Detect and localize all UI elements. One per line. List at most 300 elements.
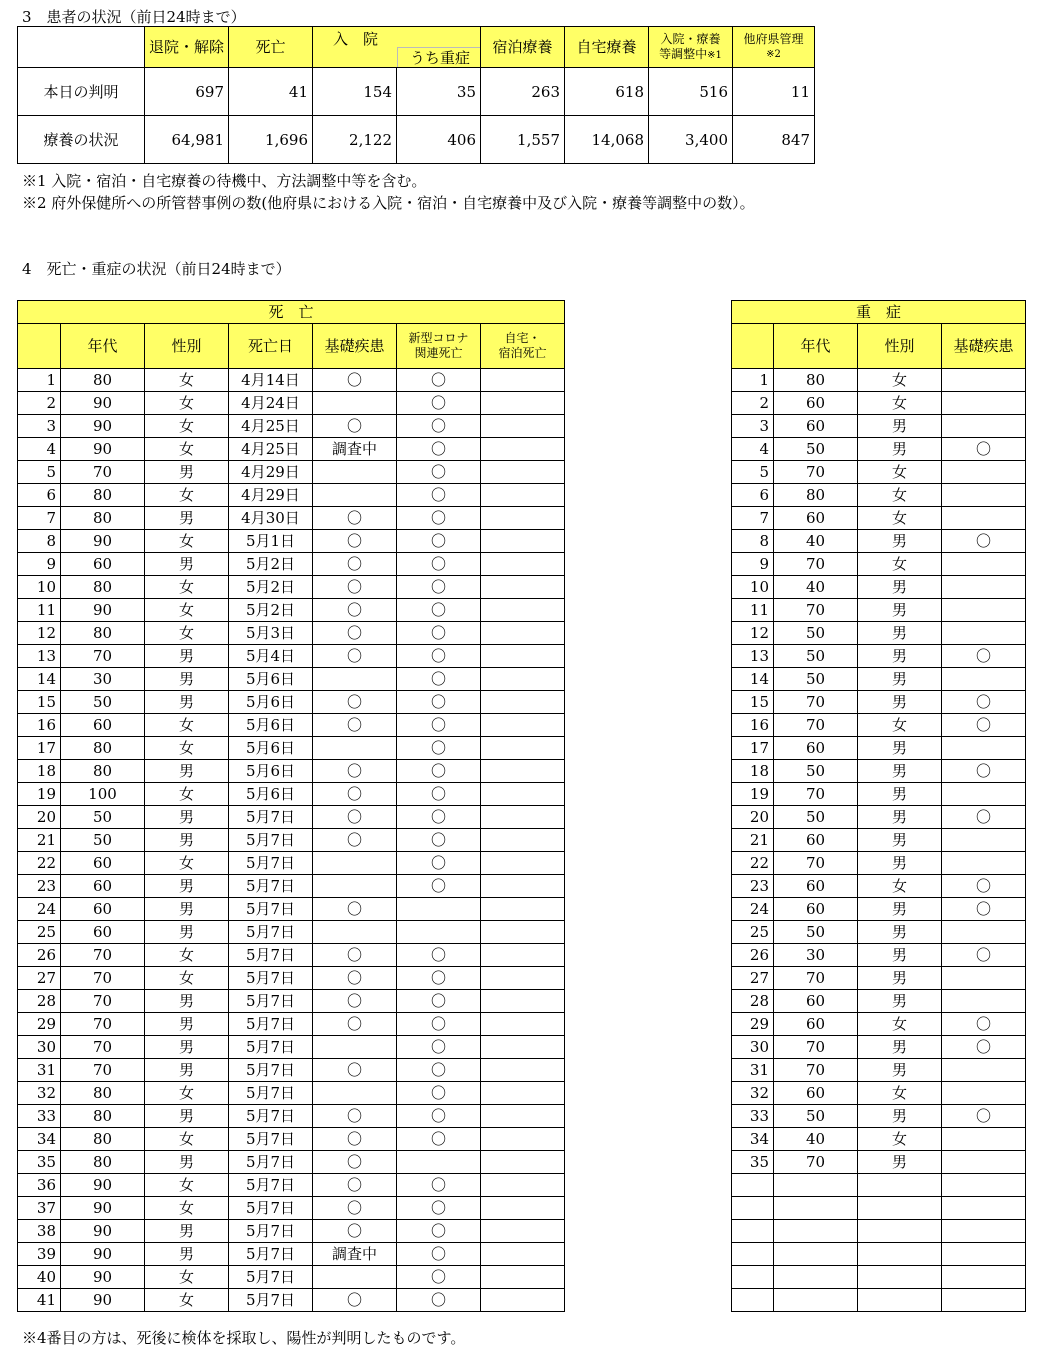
home-death-cell [481,530,565,553]
underlying-cell: 〇 [313,783,397,806]
row-number: 3 [732,415,774,438]
corona-death-cell: 〇 [397,599,481,622]
table-row [732,898,1026,921]
age-cell: 80 [61,1128,145,1151]
sex-cell: 女 [858,484,942,507]
underlying-cell: 〇 [942,944,1026,967]
corona-death-cell [397,921,481,944]
table-row [732,737,1026,760]
age-cell: 70 [774,852,858,875]
header-adjusting-line1: 入院・療養 [660,31,721,46]
header-adjusting-line2: 等調整中 [659,46,708,61]
underlying-cell: 〇 [313,415,397,438]
row-number: 26 [18,944,61,967]
age-cell: 90 [61,1197,145,1220]
home-death-cell [481,760,565,783]
age-cell: 80 [61,484,145,507]
age-cell [774,1289,858,1312]
age-cell: 60 [774,507,858,530]
sex-cell: 男 [858,1105,942,1128]
underlying-cell [942,921,1026,944]
date-cell: 5月2日 [229,553,313,576]
age-cell: 90 [61,1243,145,1266]
date-cell: 5月7日 [229,1082,313,1105]
underlying-cell: 〇 [313,1128,397,1151]
corona-death-cell: 〇 [397,1197,481,1220]
sex-cell [858,1289,942,1312]
row-number: 19 [732,783,774,806]
underlying-cell: 〇 [313,760,397,783]
age-cell: 60 [774,415,858,438]
age-cell: 50 [774,668,858,691]
sex-cell: 男 [145,921,229,944]
table-row [18,1174,565,1197]
sex-cell: 男 [858,737,942,760]
death-header-underlying: 基礎疾患 [313,324,397,369]
row-number: 8 [732,530,774,553]
table-row [18,484,565,507]
underlying-cell: 〇 [942,1036,1026,1059]
sex-cell: 女 [145,1082,229,1105]
table-row [18,1013,565,1036]
sex-cell: 女 [145,415,229,438]
underlying-cell [942,1197,1026,1220]
home-death-cell [481,438,565,461]
underlying-cell: 〇 [942,1013,1026,1036]
row-number: 10 [732,576,774,599]
underlying-cell: 〇 [313,1289,397,1312]
age-cell: 90 [61,599,145,622]
home-death-cell [481,1013,565,1036]
underlying-cell: 〇 [942,714,1026,737]
corona-death-cell: 〇 [397,1036,481,1059]
table-row [18,760,565,783]
date-cell: 4月25日 [229,438,313,461]
row-number: 17 [732,737,774,760]
corona-death-cell: 〇 [397,691,481,714]
sex-cell: 男 [145,806,229,829]
corona-death-cell: 〇 [397,576,481,599]
row-number: 38 [18,1220,61,1243]
row-number: 17 [18,737,61,760]
row-number: 32 [732,1082,774,1105]
sex-cell: 男 [145,1243,229,1266]
sex-cell: 女 [858,553,942,576]
row-number: 21 [732,829,774,852]
row-number: 18 [18,760,61,783]
table-row [18,599,565,622]
row-number: 36 [18,1174,61,1197]
age-cell: 60 [774,875,858,898]
corona-death-cell: 〇 [397,967,481,990]
cell-value: 14,068 [565,116,649,164]
row-number: 24 [732,898,774,921]
underlying-cell: 〇 [313,1220,397,1243]
underlying-cell [942,576,1026,599]
cell-value: 697 [145,68,229,116]
underlying-cell [313,668,397,691]
age-cell: 70 [61,1013,145,1036]
table-row [18,990,565,1013]
underlying-cell: 〇 [313,1151,397,1174]
underlying-cell [942,553,1026,576]
sex-cell [858,1243,942,1266]
sex-cell: 女 [145,599,229,622]
home-death-cell [481,852,565,875]
sex-cell: 女 [858,369,942,392]
table-row [18,530,565,553]
sex-cell: 女 [145,1289,229,1312]
table-row [732,852,1026,875]
corona-death-cell: 〇 [397,852,481,875]
table-row [18,1036,565,1059]
death-caption: 死 亡 [18,301,565,324]
underlying-cell [942,1289,1026,1312]
date-cell: 5月7日 [229,1151,313,1174]
underlying-cell: 〇 [313,691,397,714]
table-row [18,438,565,461]
sex-cell: 女 [858,461,942,484]
sex-cell: 男 [145,1059,229,1082]
row-number: 6 [732,484,774,507]
header-other-line1: 他府県管理 [743,32,804,46]
date-cell: 5月7日 [229,1105,313,1128]
table-row [18,921,565,944]
home-death-cell [481,369,565,392]
corona-death-cell: 〇 [397,829,481,852]
row-number: 15 [732,691,774,714]
corona-death-cell: 〇 [397,553,481,576]
age-cell: 60 [61,553,145,576]
underlying-cell: 〇 [942,438,1026,461]
note-1: ※1 入院・宿泊・自宅療養の待機中、方法調整中等を含む。 [22,172,427,190]
header-hospital-label: 入 院 [333,30,379,48]
age-cell: 50 [61,691,145,714]
age-cell: 50 [61,829,145,852]
row-number: 35 [18,1151,61,1174]
underlying-cell: 〇 [942,760,1026,783]
severe-table [731,300,1026,1312]
underlying-cell: 〇 [313,645,397,668]
date-cell: 5月6日 [229,737,313,760]
row-number: 27 [732,967,774,990]
header-hospital [313,27,481,68]
age-cell: 80 [774,369,858,392]
row-number: 2 [18,392,61,415]
home-death-cell [481,1197,565,1220]
age-cell: 70 [61,967,145,990]
home-death-cell [481,622,565,645]
corona-death-cell: 〇 [397,1059,481,1082]
table-row [732,760,1026,783]
header-death: 死亡 [229,27,313,68]
corona-death-cell: 〇 [397,1289,481,1312]
table-row [732,553,1026,576]
underlying-cell [942,507,1026,530]
severe-header-no [732,324,774,369]
age-cell: 50 [774,1105,858,1128]
underlying-cell [942,1128,1026,1151]
cell-value: 154 [313,68,397,116]
table-row [732,461,1026,484]
underlying-cell: 〇 [313,898,397,921]
corona-death-cell: 〇 [397,1128,481,1151]
corona-death-cell: 〇 [397,392,481,415]
cell-value: 41 [229,68,313,116]
underlying-cell [942,461,1026,484]
death-header-corona [397,324,481,369]
age-cell: 30 [61,668,145,691]
row-number: 34 [18,1128,61,1151]
underlying-cell: 〇 [313,829,397,852]
sex-cell [858,1220,942,1243]
table-row [18,1128,565,1151]
corona-death-cell: 〇 [397,507,481,530]
row-number: 14 [18,668,61,691]
death-header-corona-1: 新型コロナ [408,331,469,345]
row-number: 9 [18,553,61,576]
cell-value: 2,122 [313,116,397,164]
row-number: 20 [18,806,61,829]
age-cell: 90 [61,438,145,461]
home-death-cell [481,921,565,944]
table-row [18,116,815,164]
corona-death-cell: 〇 [397,461,481,484]
table-row [732,599,1026,622]
corona-death-cell: 〇 [397,484,481,507]
home-death-cell [481,1128,565,1151]
sex-cell: 男 [858,829,942,852]
underlying-cell: 〇 [313,622,397,645]
date-cell: 5月6日 [229,714,313,737]
sex-cell: 男 [858,645,942,668]
sex-cell: 女 [145,622,229,645]
corona-death-cell: 〇 [397,1243,481,1266]
corona-death-cell: 〇 [397,1266,481,1289]
age-cell: 50 [774,622,858,645]
corona-death-cell: 〇 [397,990,481,1013]
age-cell: 70 [774,553,858,576]
underlying-cell [942,1174,1026,1197]
sex-cell: 女 [145,576,229,599]
table-row [732,691,1026,714]
underlying-cell [942,484,1026,507]
row-number: 16 [732,714,774,737]
row-number: 32 [18,1082,61,1105]
sex-cell: 女 [145,530,229,553]
underlying-cell: 〇 [313,507,397,530]
table-row [732,944,1026,967]
row-number: 10 [18,576,61,599]
underlying-cell [313,1266,397,1289]
table-row [732,392,1026,415]
corona-death-cell: 〇 [397,415,481,438]
age-cell: 40 [774,576,858,599]
table-row [18,691,565,714]
age-cell: 80 [61,369,145,392]
table-row [732,1174,1026,1197]
severe-header-sex: 性別 [858,324,942,369]
cell-value: 1,557 [481,116,565,164]
home-death-cell [481,415,565,438]
age-cell: 60 [774,392,858,415]
date-cell: 5月2日 [229,576,313,599]
table-row [732,1151,1026,1174]
table-row [732,783,1026,806]
underlying-cell: 〇 [313,1105,397,1128]
death-header-sex: 性別 [145,324,229,369]
table-row [18,1289,565,1312]
table-row [18,1059,565,1082]
row-number: 35 [732,1151,774,1174]
date-cell: 5月7日 [229,1243,313,1266]
age-cell: 60 [774,829,858,852]
date-cell: 4月25日 [229,415,313,438]
sex-cell: 女 [145,1174,229,1197]
row-number: 7 [732,507,774,530]
table-row [18,898,565,921]
table-row [732,1013,1026,1036]
age-cell: 80 [61,1151,145,1174]
sex-cell: 男 [858,852,942,875]
table-row [18,461,565,484]
row-number: 33 [732,1105,774,1128]
sex-cell: 女 [858,507,942,530]
sex-cell: 女 [145,944,229,967]
underlying-cell [942,668,1026,691]
home-death-cell [481,990,565,1013]
row-number: 24 [18,898,61,921]
row-number: 27 [18,967,61,990]
home-death-cell [481,691,565,714]
age-cell: 60 [774,1082,858,1105]
underlying-cell [942,1266,1026,1289]
sex-cell: 男 [858,576,942,599]
table-row [18,1266,565,1289]
sex-cell: 男 [145,875,229,898]
age-cell: 90 [61,415,145,438]
underlying-cell [942,1082,1026,1105]
row-number: 26 [732,944,774,967]
corona-death-cell: 〇 [397,438,481,461]
age-cell: 80 [774,484,858,507]
corona-death-cell [397,1151,481,1174]
home-death-cell [481,668,565,691]
sex-cell: 男 [858,760,942,783]
date-cell: 5月7日 [229,1289,313,1312]
table-row [18,783,565,806]
underlying-cell [313,461,397,484]
sex-cell: 女 [858,392,942,415]
age-cell: 50 [61,806,145,829]
home-death-cell [481,875,565,898]
row-number: 21 [18,829,61,852]
table-row [732,714,1026,737]
age-cell [774,1243,858,1266]
age-cell: 90 [61,1289,145,1312]
sex-cell: 男 [858,1059,942,1082]
sex-cell: 女 [145,438,229,461]
underlying-cell: 〇 [942,898,1026,921]
corona-death-cell: 〇 [397,622,481,645]
age-cell: 50 [774,806,858,829]
corona-death-cell: 〇 [397,714,481,737]
sex-cell [858,1197,942,1220]
sex-cell: 男 [858,898,942,921]
corona-death-cell: 〇 [397,806,481,829]
underlying-cell [942,737,1026,760]
cell-value: 847 [733,116,815,164]
table-row [18,668,565,691]
sex-cell: 女 [858,714,942,737]
sex-cell: 女 [145,714,229,737]
corona-death-cell: 〇 [397,645,481,668]
underlying-cell: 〇 [942,875,1026,898]
date-cell: 5月7日 [229,852,313,875]
cell-value: 263 [481,68,565,116]
cell-value: 406 [397,116,481,164]
row-number: 25 [732,921,774,944]
age-cell: 80 [61,1105,145,1128]
sex-cell: 男 [145,898,229,921]
home-death-cell [481,507,565,530]
corona-death-cell: 〇 [397,737,481,760]
table-row [732,668,1026,691]
age-cell: 70 [61,645,145,668]
row-number: 18 [732,760,774,783]
death-table [17,300,565,1312]
age-cell: 70 [774,461,858,484]
sex-cell: 女 [858,875,942,898]
age-cell: 50 [774,760,858,783]
age-cell: 70 [774,714,858,737]
underlying-cell [942,622,1026,645]
row-number: 11 [732,599,774,622]
table-row [18,1151,565,1174]
age-cell: 40 [774,530,858,553]
age-cell: 70 [774,1036,858,1059]
row-number: 1 [732,369,774,392]
sex-cell: 男 [858,530,942,553]
home-death-cell [481,1266,565,1289]
cell-value: 618 [565,68,649,116]
underlying-cell [313,921,397,944]
row-number [732,1174,774,1197]
sex-cell: 男 [858,622,942,645]
sex-cell: 女 [145,484,229,507]
sex-cell: 男 [145,461,229,484]
table-row [732,1105,1026,1128]
corona-death-cell: 〇 [397,1174,481,1197]
underlying-cell [942,1059,1026,1082]
death-header-corona-2: 関連死亡 [414,346,463,360]
table-row [18,737,565,760]
table-row [732,1220,1026,1243]
table-row [18,1243,565,1266]
table-row [732,438,1026,461]
death-note: ※4番目の方は、死後に検体を採取し、陽性が判明したものです。 [22,1329,466,1347]
table-row [732,484,1026,507]
table-row [732,829,1026,852]
row-number: 6 [18,484,61,507]
age-cell: 60 [774,737,858,760]
age-cell: 90 [61,392,145,415]
row-number [732,1197,774,1220]
home-death-cell [481,461,565,484]
cell-value: 3,400 [649,116,733,164]
home-death-cell [481,944,565,967]
table-row [732,1243,1026,1266]
